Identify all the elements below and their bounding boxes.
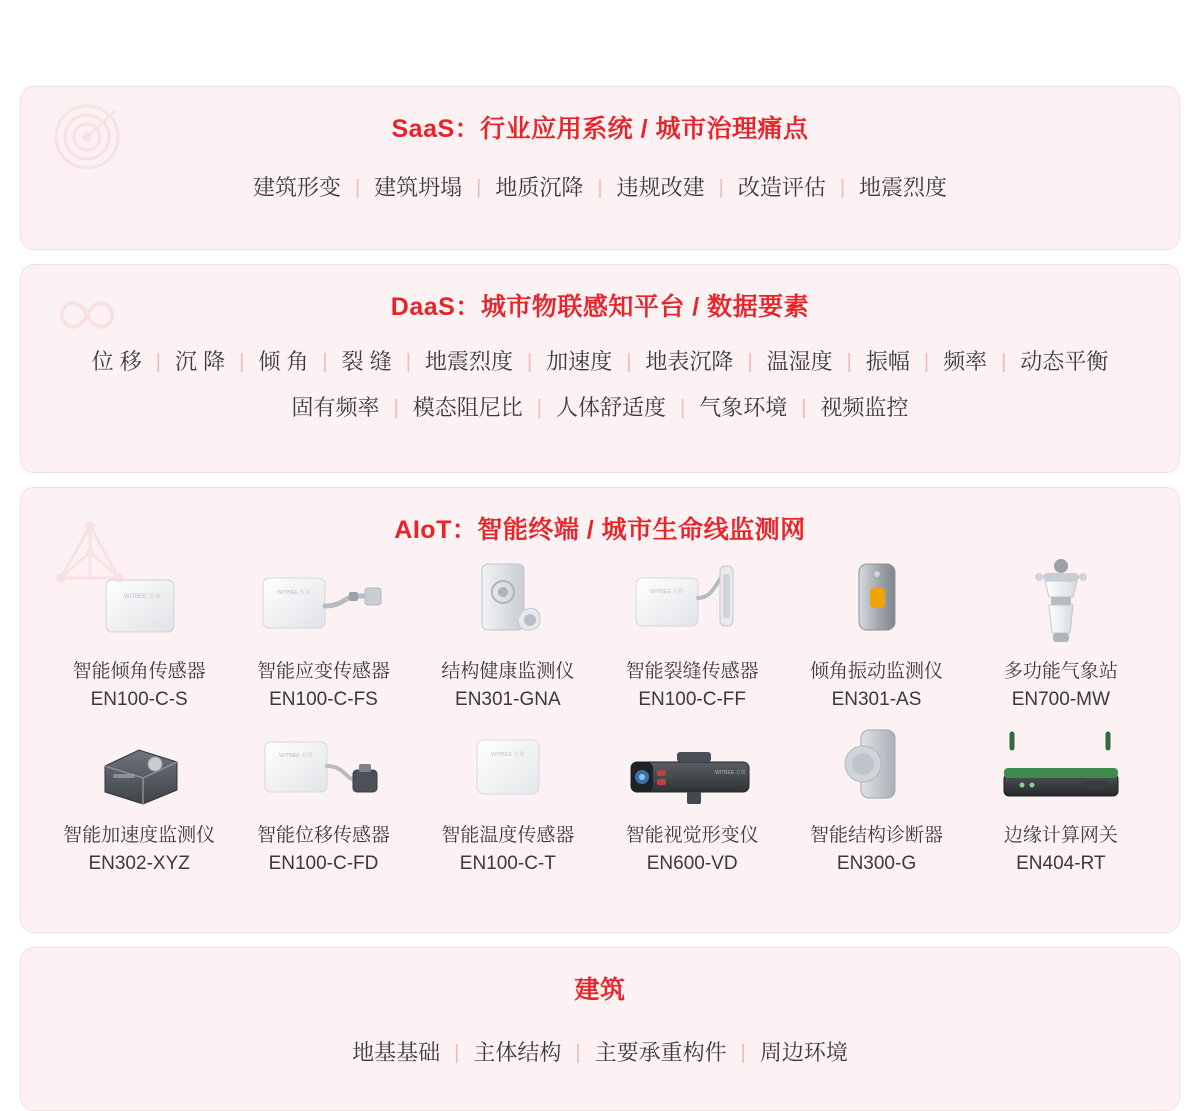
accelerometer-icon [64,720,214,812]
device-name: 边缘计算网关 [1003,825,1118,846]
saas-title-lead: SaaS： [391,115,481,143]
device-name: 智能结构诊断器 [809,825,943,846]
daas-tag-row-1 [21,345,1179,379]
structural-health-monitor-icon [433,556,583,648]
building-tag-row [21,1036,1179,1070]
saas-tag: 建筑坍塌 [374,175,463,200]
daas-tag: 固有频率 [291,395,380,420]
separator: | [155,351,161,373]
saas-tag: 违规改建 [616,175,705,200]
separator: | [575,1042,581,1064]
separator: | [239,351,245,373]
aiot-title-rest: 智能终端 / 城市生命线监测网 [477,516,806,544]
device-card[interactable] [47,556,231,714]
temperature-sensor-icon [433,720,583,812]
separator: | [405,351,411,373]
vision-deformation-camera-icon [617,720,767,812]
aiot-title [21,510,1179,546]
building-layer-card [20,947,1180,1111]
separator: | [846,351,852,373]
device-name: 多功能气象站 [1003,661,1118,682]
separator: | [740,1042,746,1064]
building-tag: 主体结构 [473,1040,562,1065]
daas-tag: 视频监控 [820,395,909,420]
saas-tag: 建筑形变 [252,175,341,200]
separator: | [801,397,807,419]
separator: | [527,351,533,373]
svg-text:WITBEE 万宾: WITBEE 万宾 [277,590,312,596]
device-card[interactable] [784,720,968,878]
structure-diagnostor-icon [801,720,951,812]
device-model: EN300-G [836,853,917,874]
device-model: EN600-VD [646,853,738,874]
saas-title-rest: 行业应用系统 / 城市治理痛点 [480,115,809,143]
daas-tag: 气象环境 [699,395,788,420]
device-card[interactable] [600,720,784,878]
daas-tag: 模态阻尼比 [412,395,523,420]
daas-tag-row-2 [21,391,1179,425]
aiot-layer-card [20,487,1180,933]
device-card[interactable] [47,720,231,878]
vibration-monitor-icon [801,556,951,648]
device-card[interactable] [969,720,1153,878]
device-name: 智能裂缝传感器 [625,661,759,682]
device-model: EN100-C-FF [638,689,746,710]
svg-text:WITBEE 万宾: WITBEE 万宾 [490,752,525,758]
device-model: EN100-C-FS [269,689,378,710]
svg-text:WITBEE 万宾: WITBEE 万宾 [124,594,161,600]
separator: | [680,397,686,419]
device-name: 结构健康监测仪 [441,661,575,682]
weather-station-icon [986,556,1136,648]
daas-tag: 振幅 [865,349,910,374]
device-card[interactable] [416,556,600,714]
separator: | [718,177,724,199]
saas-tag-row [21,171,1179,205]
device-model: EN100-C-S [90,689,188,710]
saas-tag: 改造评估 [737,175,826,200]
separator: | [322,351,328,373]
svg-text:WITBEE 万宾: WITBEE 万宾 [279,753,314,759]
daas-title-rest: 城市物联感知平台 / 数据要素 [480,293,810,321]
saas-layer-card [20,86,1180,250]
displacement-sensor-icon [248,720,398,812]
building-tag: 主要承重构件 [594,1040,727,1065]
daas-title [21,287,1179,323]
device-card[interactable] [231,556,415,714]
device-name: 智能位移传感器 [256,825,390,846]
separator: | [536,397,542,419]
daas-tag: 温湿度 [766,349,833,374]
device-model: EN301-GNA [455,689,561,710]
daas-tag: 倾 角 [258,349,309,374]
device-model: EN100-C-T [459,853,556,874]
separator: | [923,351,930,373]
device-name: 智能倾角传感器 [72,661,206,682]
device-model: EN100-C-FD [268,853,379,874]
separator: | [454,1042,460,1064]
daas-tag: 地表沉降 [645,349,734,374]
aiot-title-lead: AIoT： [394,516,478,544]
separator: | [1001,351,1007,373]
edge-gateway-icon [986,720,1136,812]
building-tag: 周边环境 [759,1040,848,1065]
saas-title [21,109,1179,145]
daas-title-lead: DaaS： [390,293,481,321]
tilt-sensor-icon [64,556,214,648]
daas-tag: 裂 缝 [341,349,392,374]
separator: | [839,177,846,199]
daas-tag: 人体舒适度 [555,395,666,420]
saas-tag: 地震烈度 [859,175,948,200]
daas-tag: 地震烈度 [424,349,513,374]
device-card[interactable] [969,556,1153,714]
device-name: 倾角振动监测仪 [809,661,943,682]
device-card[interactable] [416,720,600,878]
device-card[interactable] [784,556,968,714]
daas-tag: 动态平衡 [1020,349,1109,374]
device-card[interactable] [231,720,415,878]
daas-tag: 频率 [943,349,988,374]
building-tag: 地基基础 [352,1040,441,1065]
separator: | [747,351,753,373]
separator: | [354,177,361,199]
saas-tag: 地质沉降 [495,175,584,200]
separator: | [393,397,399,419]
device-grid [21,556,1179,878]
svg-text:WITBEE 万宾: WITBEE 万宾 [715,770,746,776]
device-name: 智能加速度监测仪 [63,825,216,846]
device-card[interactable] [600,556,784,714]
device-name: 智能视觉形变仪 [625,825,759,846]
device-model: EN700-MW [1011,689,1110,710]
separator: | [597,177,603,199]
daas-tag: 位 移 [91,349,142,374]
device-name: 智能应变传感器 [256,661,390,682]
device-model: EN404-RT [1016,853,1106,874]
device-name: 智能温度传感器 [441,825,575,846]
separator: | [626,351,632,373]
strain-sensor-icon [248,556,398,648]
daas-layer-card [20,264,1180,473]
svg-text:WITBEE 万宾: WITBEE 万宾 [650,589,684,595]
device-model: EN301-AS [831,689,922,710]
building-title: 建筑 [574,976,626,1004]
device-model: EN302-XYZ [88,853,190,874]
daas-tag: 沉 降 [175,349,226,374]
daas-tag: 加速度 [546,349,613,374]
separator: | [476,177,482,199]
crack-sensor-icon [617,556,767,648]
